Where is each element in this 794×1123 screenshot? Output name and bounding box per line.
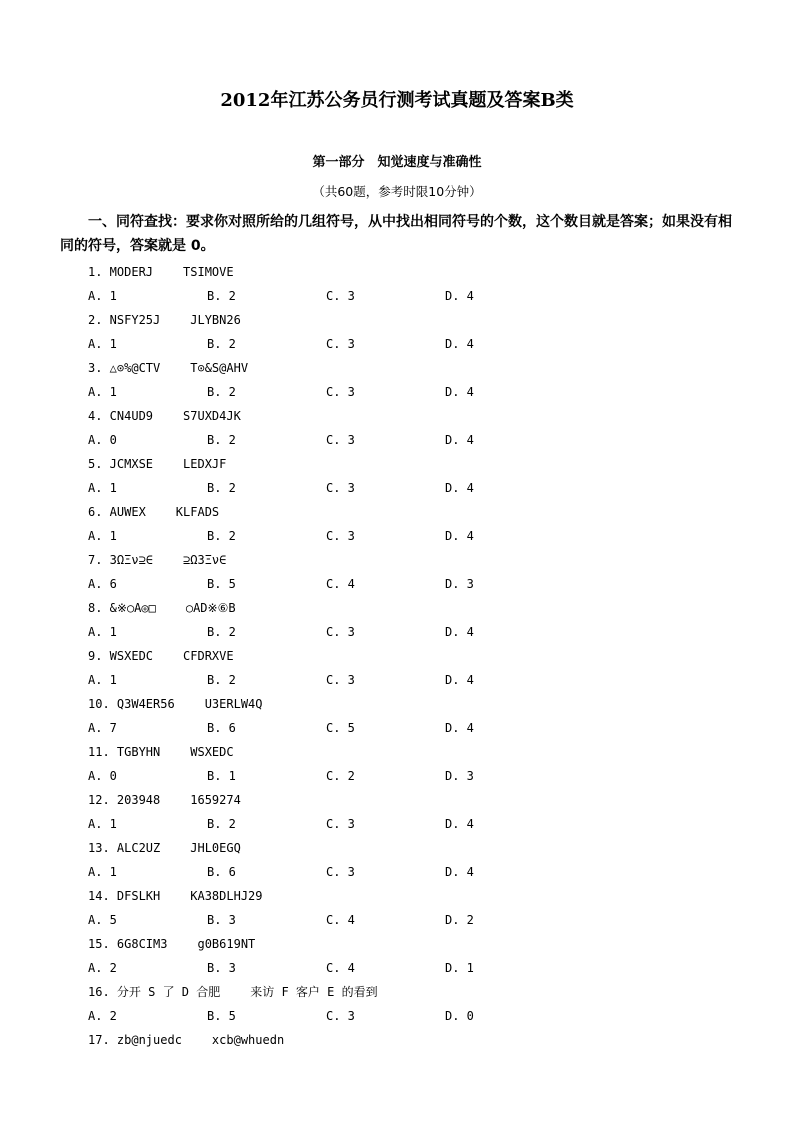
question-row bbox=[88, 1028, 738, 1052]
answer-option: C. 2 bbox=[326, 769, 355, 783]
answer-option: B. 2 bbox=[207, 433, 236, 447]
question-symbols-b: WSXEDC bbox=[190, 745, 234, 759]
question-row bbox=[88, 980, 738, 1004]
answer-option: D. 4 bbox=[445, 481, 474, 495]
answer-option: C. 3 bbox=[326, 385, 355, 399]
question-row bbox=[88, 452, 738, 476]
question-symbols-a: 14. DFSLKH bbox=[88, 889, 161, 903]
answer-option: C. 3 bbox=[326, 1009, 355, 1023]
question-symbols-a: 10. Q3W4ER56 bbox=[88, 697, 175, 711]
answer-option: A. 1 bbox=[88, 385, 117, 399]
answer-option: C. 4 bbox=[326, 913, 355, 927]
question-symbols-a: 1. MODERJ bbox=[88, 265, 154, 279]
question-row bbox=[88, 836, 738, 860]
question-symbols-a: 4. CN4UD9 bbox=[88, 409, 154, 423]
question-symbols-a: 17. zb@njuedc bbox=[88, 1033, 182, 1047]
answer-option: A. 1 bbox=[88, 673, 117, 687]
question-symbols-b: JHL0EGQ bbox=[190, 841, 241, 855]
options-row bbox=[88, 428, 738, 452]
answer-option: D. 4 bbox=[445, 625, 474, 639]
question-symbols-a: 3. △⊙%@CTV bbox=[88, 361, 161, 375]
answer-option: D. 0 bbox=[445, 1009, 474, 1023]
answer-option: C. 3 bbox=[326, 337, 355, 351]
options-row bbox=[88, 812, 738, 836]
answer-option: D. 4 bbox=[445, 865, 474, 879]
answer-option: A. 0 bbox=[88, 433, 117, 447]
options-row bbox=[88, 716, 738, 740]
answer-option: B. 3 bbox=[207, 913, 236, 927]
answer-option: A. 2 bbox=[88, 1009, 117, 1023]
options-row bbox=[88, 332, 738, 356]
answer-option: A. 1 bbox=[88, 865, 117, 879]
question-symbols-a: 13. ALC2UZ bbox=[88, 841, 161, 855]
question-symbols-b: S7UXD4JK bbox=[183, 409, 241, 423]
question-symbols-b: TSIMOVE bbox=[183, 265, 234, 279]
answer-option: A. 1 bbox=[88, 481, 117, 495]
question-row bbox=[88, 548, 738, 572]
answer-option: A. 1 bbox=[88, 337, 117, 351]
question-symbols-b: JLYBN26 bbox=[190, 313, 241, 327]
answer-option: B. 2 bbox=[207, 289, 236, 303]
options-row bbox=[88, 860, 738, 884]
options-row bbox=[88, 284, 738, 308]
answer-option: B. 2 bbox=[207, 625, 236, 639]
answer-option: D. 4 bbox=[445, 529, 474, 543]
question-symbols-a: 16. 分开 S 了 D 合肥 bbox=[88, 985, 221, 999]
question-list bbox=[88, 260, 738, 1052]
question-row bbox=[88, 404, 738, 428]
answer-option: D. 4 bbox=[445, 721, 474, 735]
question-symbols-b: xcb@whuedn bbox=[211, 1033, 285, 1047]
answer-option: D. 4 bbox=[445, 817, 474, 831]
answer-option: A. 0 bbox=[88, 769, 117, 783]
question-row bbox=[88, 500, 738, 524]
answer-option: A. 1 bbox=[88, 529, 117, 543]
answer-option: C. 3 bbox=[326, 433, 355, 447]
question-row bbox=[88, 692, 738, 716]
options-row bbox=[88, 380, 738, 404]
answer-option: C. 3 bbox=[326, 529, 355, 543]
question-symbols-a: 7. 3ΩΞν⊇∈ bbox=[88, 553, 154, 567]
answer-option: B. 2 bbox=[207, 817, 236, 831]
instruction-paragraph: 一、同符查找：要求你对照所给的几组符号，从中找出相同符号的个数，这个数目就是答案；如果没有相同的符号，答案就是 0。 bbox=[60, 214, 732, 254]
question-symbols-a: 9. WSXEDC bbox=[88, 649, 154, 663]
options-row bbox=[88, 668, 738, 692]
question-symbols-b: LEDXJF bbox=[183, 457, 227, 471]
question-symbols-b: KA38DLHJ29 bbox=[190, 889, 263, 903]
question-row bbox=[88, 788, 738, 812]
options-row bbox=[88, 476, 738, 500]
answer-option: C. 4 bbox=[326, 577, 355, 591]
answer-option: D. 3 bbox=[445, 577, 474, 591]
question-row bbox=[88, 308, 738, 332]
answer-option: C. 3 bbox=[326, 673, 355, 687]
answer-option: D. 1 bbox=[445, 961, 474, 975]
answer-option: A. 6 bbox=[88, 577, 117, 591]
question-symbols-b: ⊇Ω3Ξν∈ bbox=[183, 553, 227, 567]
options-row bbox=[88, 1004, 738, 1028]
question-symbols-a: 2. NSFY25J bbox=[88, 313, 161, 327]
answer-option: D. 4 bbox=[445, 385, 474, 399]
question-row bbox=[88, 596, 738, 620]
answer-option: A. 1 bbox=[88, 625, 117, 639]
question-symbols-a: 11. TGBYHN bbox=[88, 745, 161, 759]
answer-option: A. 5 bbox=[88, 913, 117, 927]
answer-option: C. 3 bbox=[326, 865, 355, 879]
answer-option: B. 1 bbox=[207, 769, 236, 783]
question-row bbox=[88, 932, 738, 956]
answer-option: C. 5 bbox=[326, 721, 355, 735]
question-symbols-b: ○AD※⑥B bbox=[185, 601, 236, 615]
answer-option: A. 1 bbox=[88, 289, 117, 303]
answer-option: C. 3 bbox=[326, 625, 355, 639]
question-symbols-b: CFDRXVE bbox=[183, 649, 234, 663]
answer-option: A. 7 bbox=[88, 721, 117, 735]
answer-option: C. 4 bbox=[326, 961, 355, 975]
answer-option: D. 2 bbox=[445, 913, 474, 927]
answer-option: B. 5 bbox=[207, 1009, 236, 1023]
answer-option: B. 6 bbox=[207, 865, 236, 879]
options-row bbox=[88, 764, 738, 788]
question-symbols-a: 5. JCMXSE bbox=[88, 457, 154, 471]
answer-option: B. 6 bbox=[207, 721, 236, 735]
question-symbols-b: U3ERLW4Q bbox=[204, 697, 263, 711]
answer-option: B. 2 bbox=[207, 481, 236, 495]
answer-option: A. 2 bbox=[88, 961, 117, 975]
answer-option: C. 3 bbox=[326, 289, 355, 303]
answer-option: D. 4 bbox=[445, 673, 474, 687]
answer-option: A. 1 bbox=[88, 817, 117, 831]
question-symbols-b: 来访 F 客户 E 的看到 bbox=[250, 985, 378, 999]
answer-option: D. 4 bbox=[445, 289, 474, 303]
question-row bbox=[88, 884, 738, 908]
answer-option: D. 4 bbox=[445, 433, 474, 447]
options-row bbox=[88, 620, 738, 644]
question-row bbox=[88, 644, 738, 668]
options-row bbox=[88, 524, 738, 548]
question-symbols-b: g0B619NT bbox=[197, 937, 256, 951]
question-symbols-a: 12. 203948 bbox=[88, 793, 161, 807]
answer-option: B. 2 bbox=[207, 673, 236, 687]
answer-option: C. 3 bbox=[326, 817, 355, 831]
question-symbols-a: 6. AUWEX bbox=[88, 505, 146, 519]
options-row bbox=[88, 908, 738, 932]
question-symbols-b: KLFADS bbox=[175, 505, 220, 519]
section-heading: 第一部分 知觉速度与准确性 bbox=[312, 155, 482, 170]
question-symbols-b: T⊙&S@AHV bbox=[190, 361, 249, 375]
question-row bbox=[88, 356, 738, 380]
question-row bbox=[88, 260, 738, 284]
answer-option: D. 4 bbox=[445, 337, 474, 351]
question-symbols-b: 1659274 bbox=[190, 793, 241, 807]
question-symbols-a: 15. 6G8CIM3 bbox=[88, 937, 168, 951]
answer-option: B. 2 bbox=[207, 529, 236, 543]
question-row bbox=[88, 740, 738, 764]
section-subtitle: （共60题，参考时限10分钟） bbox=[312, 184, 482, 199]
answer-option: B. 2 bbox=[207, 337, 236, 351]
answer-option: B. 2 bbox=[207, 385, 236, 399]
document-title: 2012年江苏公务员行测考试真题及答案B类 bbox=[220, 90, 574, 111]
answer-option: B. 3 bbox=[207, 961, 236, 975]
options-row bbox=[88, 956, 738, 980]
question-symbols-a: 8. &※○A◎□ bbox=[88, 601, 156, 615]
answer-option: C. 3 bbox=[326, 481, 355, 495]
answer-option: B. 5 bbox=[207, 577, 236, 591]
answer-option: D. 3 bbox=[445, 769, 474, 783]
options-row bbox=[88, 572, 738, 596]
